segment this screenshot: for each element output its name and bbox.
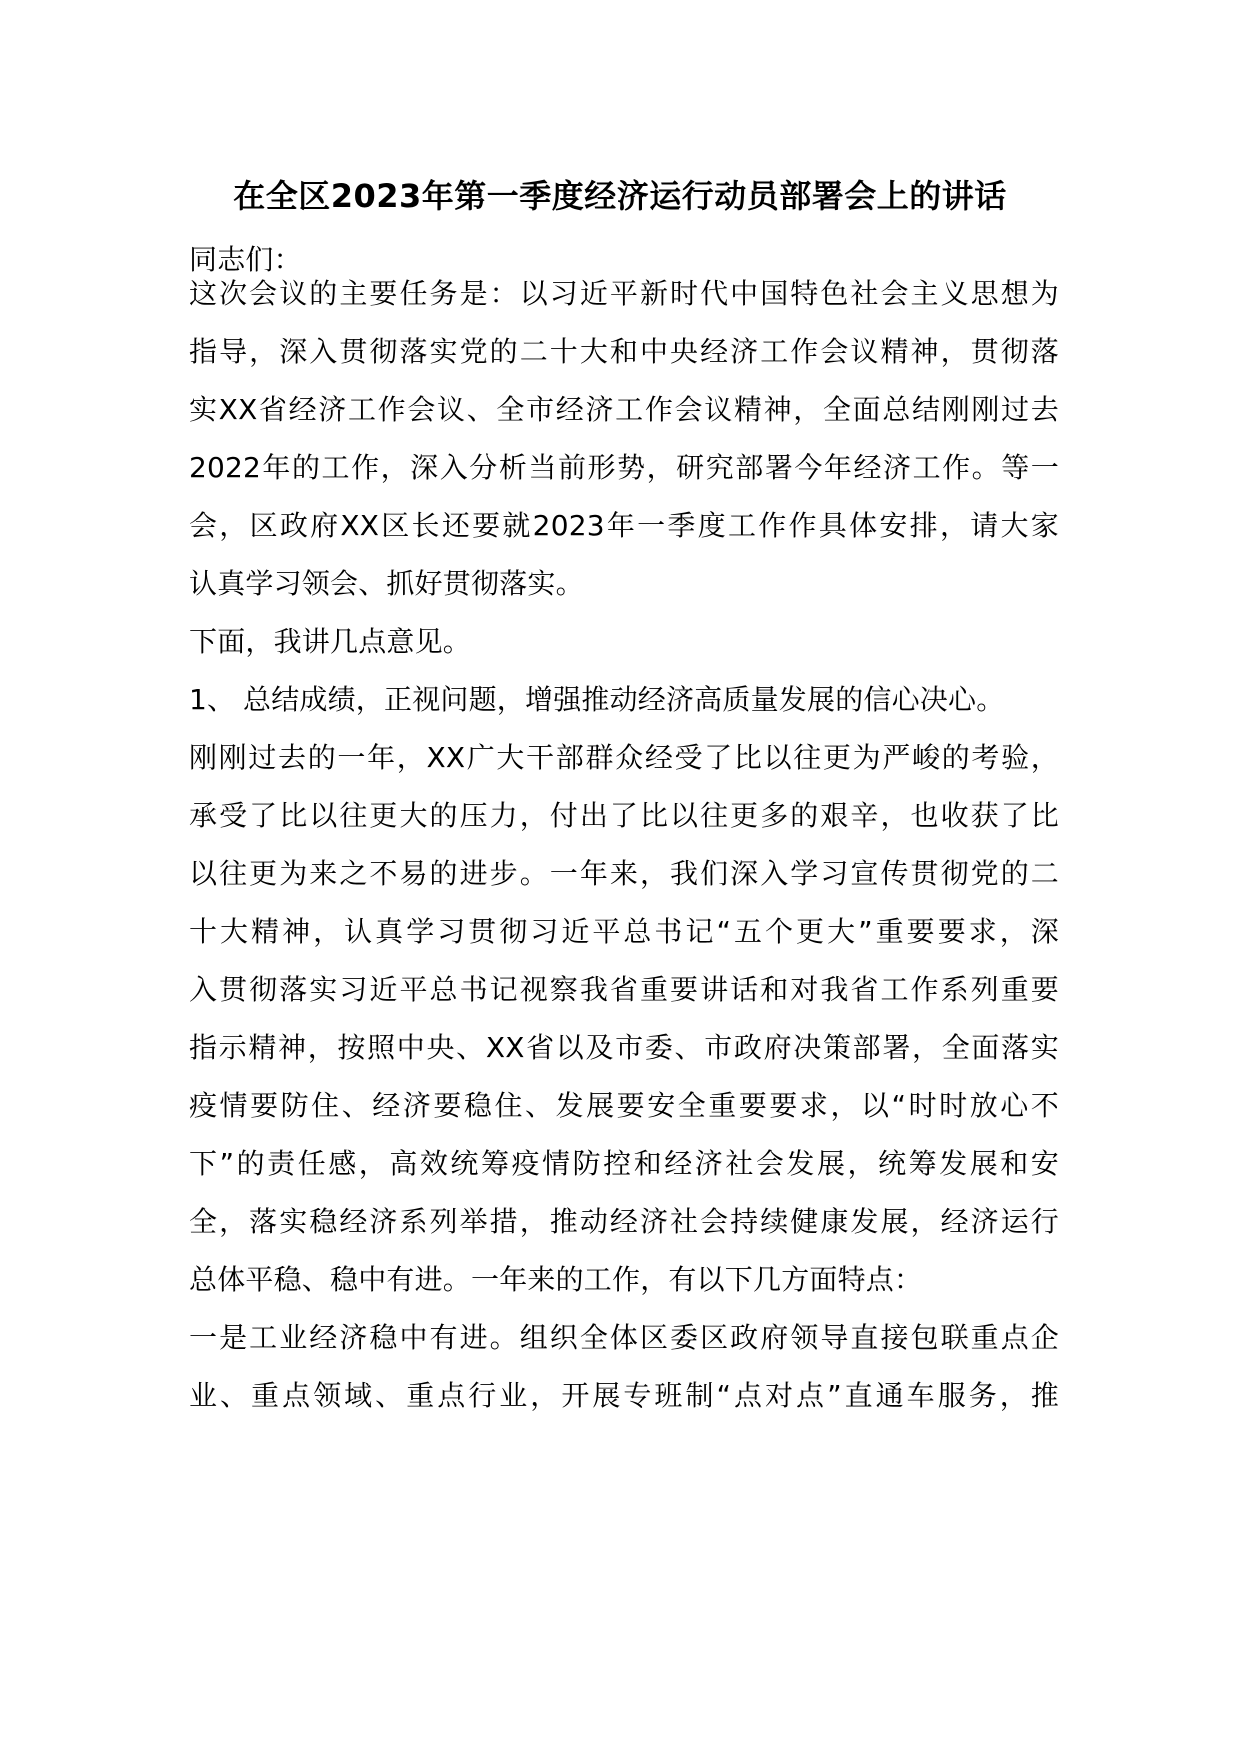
paragraph-line: 一是工业经济稳中有进。组织全体区委区政府领导直接包联重点企 bbox=[189, 1321, 1059, 1354]
paragraph-line: 十大精神，认真学习贯彻习近平总书记“五个更大”重要要求，深 bbox=[189, 915, 1059, 948]
paragraph-line: 会，区政府XX区长还要就2023年一季度工作作具体安排，请大家 bbox=[189, 509, 1059, 542]
paragraph-line: 全，落实稳经济系列举措，推动经济社会持续健康发展，经济运行 bbox=[189, 1205, 1059, 1238]
paragraph-line: 总体平稳、稳中有进。一年来的工作，有以下几方面特点： bbox=[189, 1263, 923, 1296]
paragraph-line: 业、重点领域、重点行业，开展专班制“点对点”直通车服务，推 bbox=[189, 1379, 1059, 1412]
paragraph-line: 入贯彻落实习近平总书记视察我省重要讲话和对我省工作系列重要 bbox=[189, 973, 1059, 1006]
paragraph-line: 2022年的工作，深入分析当前形势，研究部署今年经济工作。等一 bbox=[189, 451, 1059, 484]
greeting: 同志们： bbox=[189, 243, 302, 276]
paragraph-line: 刚刚过去的一年，XX广大干部群众经受了比以往更为严峻的考验， bbox=[189, 741, 1059, 774]
section-heading bbox=[189, 680, 1059, 720]
section-heading-text: 总结成绩，正视问题，增强推动经济高质量发展的信心决心。 bbox=[243, 683, 1005, 716]
paragraph-line: 指示精神，按照中央、XX省以及市委、市政府决策部署，全面落实 bbox=[189, 1031, 1059, 1064]
section-number: 1、 bbox=[189, 683, 236, 716]
paragraph-line: 承受了比以往更大的压力，付出了比以往更多的艰辛，也收获了比 bbox=[189, 799, 1059, 832]
paragraph-line: 下”的责任感，高效统筹疫情防控和经济社会发展，统筹发展和安 bbox=[189, 1147, 1059, 1180]
paragraph-line: 以往更为来之不易的进步。一年来，我们深入学习宣传贯彻党的二 bbox=[189, 857, 1059, 890]
paragraph-line: 实XX省经济工作会议、全市经济工作会议精神，全面总结刚刚过去 bbox=[189, 393, 1059, 426]
paragraph-line: 认真学习领会、抓好贯彻落实。 bbox=[189, 567, 584, 600]
paragraph-line: 指导，深入贯彻落实党的二十大和中央经济工作会议精神，贯彻落 bbox=[189, 335, 1059, 368]
paragraph-line: 下面，我讲几点意见。 bbox=[189, 625, 472, 658]
paragraph-line: 这次会议的主要任务是：以习近平新时代中国特色社会主义思想为 bbox=[189, 277, 1059, 310]
paragraph-line: 疫情要防住、经济要稳住、发展要安全重要要求，以“时时放心不 bbox=[189, 1089, 1059, 1122]
document-title: 在全区2023年第一季度经济运行动员部署会上的讲话 bbox=[233, 177, 1007, 215]
